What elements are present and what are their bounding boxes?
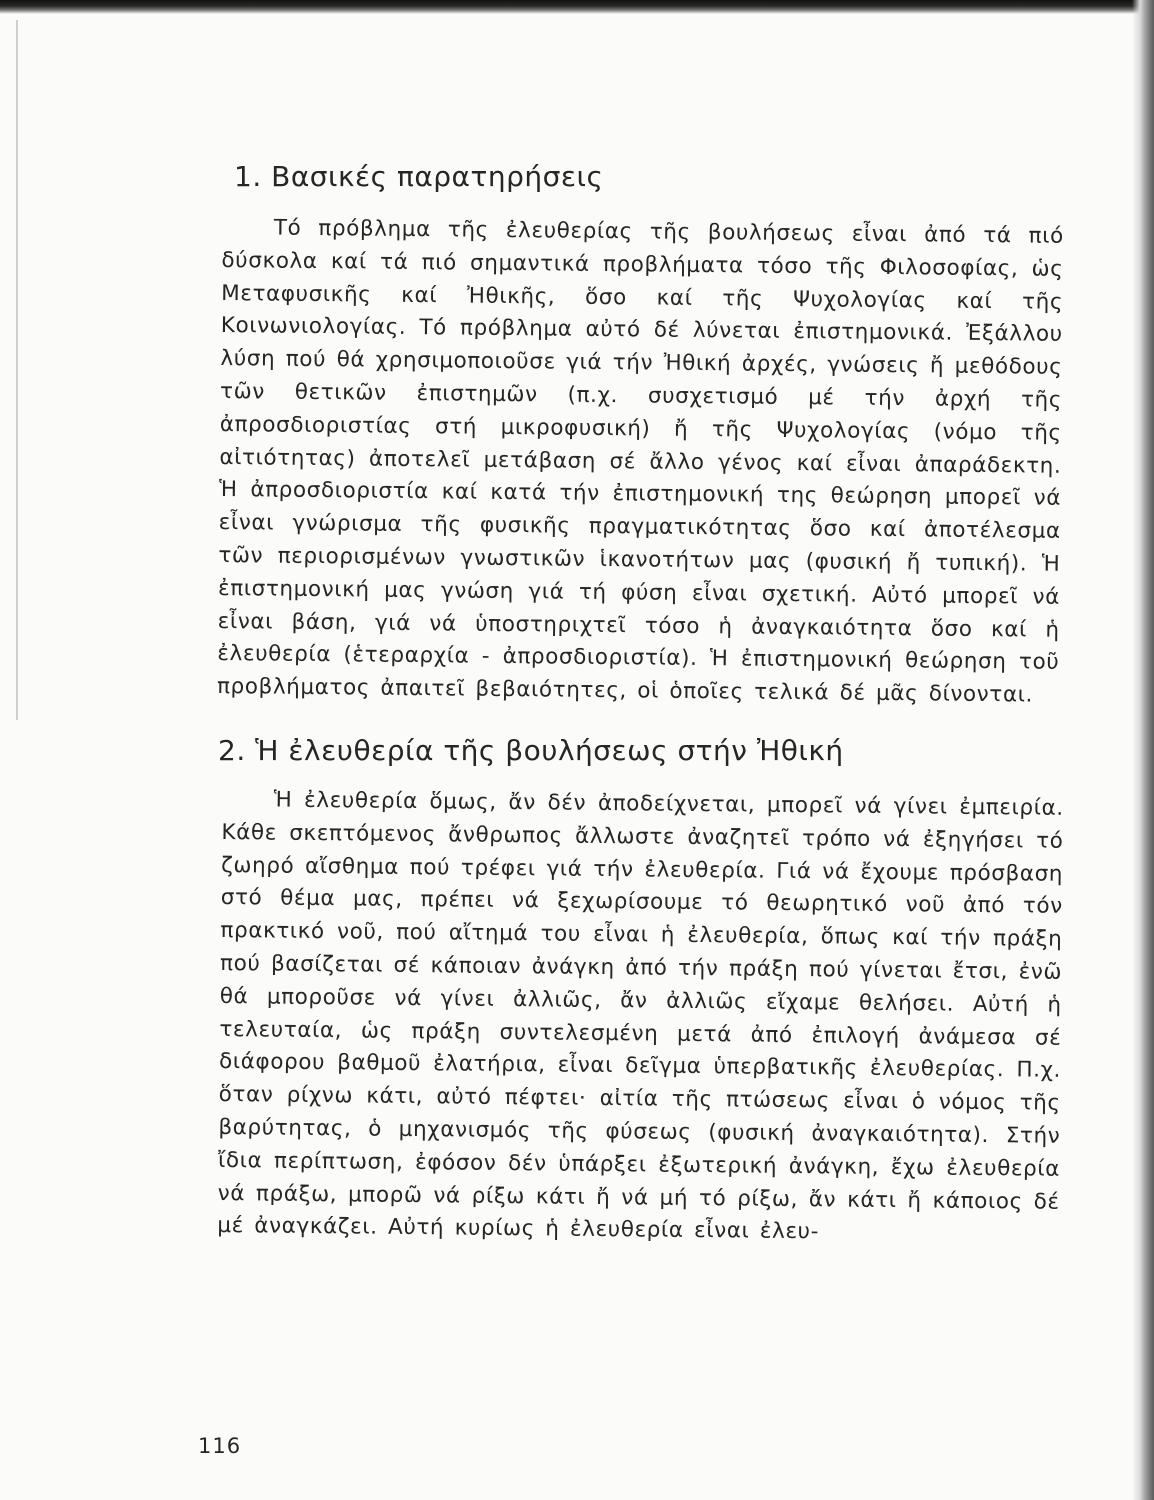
section-1-heading: 1. Βασικές παρατηρήσεις [234,160,604,193]
scan-top-edge [0,0,1154,14]
section-2-paragraph: Ἡ ἐλευθερία ὅμως, ἄν δέν ἀποδείχνεται, μπορεῖ νά γίνει ἐμπειρία. Κάθε σκεπτόμενος ἄνθρωπος ἄλλωστε ἀναζητεῖ τρόπο νά ἐξηγήσει τό ζωηρό αἴσθημα πού τρέφει γιά τήν ἐλευθερία. Γιά νά ἔχουμε πρόσβαση στό θέμα μας, πρέπει νά ξεχωρίσουμε τό θεωρητικό νοῦ ἀπό τόν πρακτικό νοῦ, πού αἴτημά του εἶναι ἡ ἐλευθερία, ὅπως καί τήν πράξη πού βασίζεται σέ κάποιαν ἀνάγκη ἀπό τήν πράξη πού γίνεται ἔτσι, ἐνῶ θά μποροῦσε νά γίνει ἀλλιῶς, ἄν ἀλλιῶς εἴχαμε θελήσει. Αὐτή ἡ τελευταία, ὡς πράξη συντελεσμένη μετά ἀπό ἐπιλογή ἀνάμεσα σέ διάφορου βαθμοῦ ἐλατήρια, εἶναι δεῖγμα ὑπερβατικῆς ἐλευθερίας. Π.χ. ὅταν ρίχνω κάτι, αὐτό πέφτει· αἰτία τῆς πτώσεως εἶναι ὁ νόμος τῆς βαρύτητας, ὁ μηχανισμός τῆς φύσεως (φυσική ἀναγκαιότητα). Στήν ἴδια περίπτωση, ἐφόσον δέν ὑπάρξει ἐξωτερική ἀνάγκη, ἔχω ἐλευθερία νά πράξω, μπορῶ νά ρίξω κάτι ἤ νά μή τό ρίξω, ἄν κάτι ἤ κάποιος δέ μέ ἀναγκάζει. Αὐτή κυρίως ἡ ἐλευθερία εἶναι ἐλευ- [217,787,1064,1245]
page-number: 116 [198,1434,242,1458]
scan-right-edge [1132,0,1154,1500]
section-1-paragraph: Τό πρόβλημα τῆς ἐλευθερίας τῆς βουλήσεως εἶναι ἀπό τά πιό δύσκολα καί τά πιό σημαντικά προβλήματα τόσο τῆς Φιλοσοφίας, ὡς Μεταφυσικῆς καί Ἠθικῆς, ὅσο καί τῆς Ψυχολογίας καί τῆς Κοινωνιολογίας. Τό πρόβλημα αὐτό δέ λύνεται ἐπιστημονικά. Ἐξάλλου λύση πού θά χρησιμοποιοῦσε γιά τήν Ἠθική ἀρχές, γνώσεις ἤ μεθόδους τῶν θετικῶν ἐπιστημῶν (π.χ. συσχετισμό μέ τήν ἀρχή τῆς ἀπροσδιοριστίας στή μικροφυσική) ἤ τῆς Ψυχολογίας (νόμο τῆς αἰτιότητας) ἀποτελεῖ μετάβαση σέ ἄλλο γένος καί εἶναι ἀπαράδεκτη. Ἡ ἀπροσδιοριστία καί κατά τήν ἐπιστημονική της θεώρηση μπορεῖ νά εἶναι γνώρισμα τῆς φυσικῆς πραγματικότητας ὅσο καί ἀποτέλεσμα τῶν περιορισμένων γνωστικῶν ἱκανοτήτων μας (φυσική ἤ τυπική). Ἡ ἐπιστημονική μας γνώση γιά τή φύση εἶναι σχετική. Αὐτό μπορεῖ νά εἶναι βάση, γιά νά ὑποστηριχτεῖ τόσο ἡ ἀναγκαιότητα ὅσο καί ἡ ἐλευθερία (ἑτεραρχία - ἀπροσδιοριστία). Ἡ ἐπιστημονική θεώρηση τοῦ προβλήματος ἀπαιτεῖ βεβαιότητες, οἱ ὁποῖες τελικά δέ μᾶς δίνονται. [216,215,1064,708]
page-content [216,150,1064,1245]
scan-left-edge [16,20,18,720]
section-2-heading: 2. Ἡ ἐλευθερία τῆς βουλήσεως στήν Ἠθική [218,733,844,767]
